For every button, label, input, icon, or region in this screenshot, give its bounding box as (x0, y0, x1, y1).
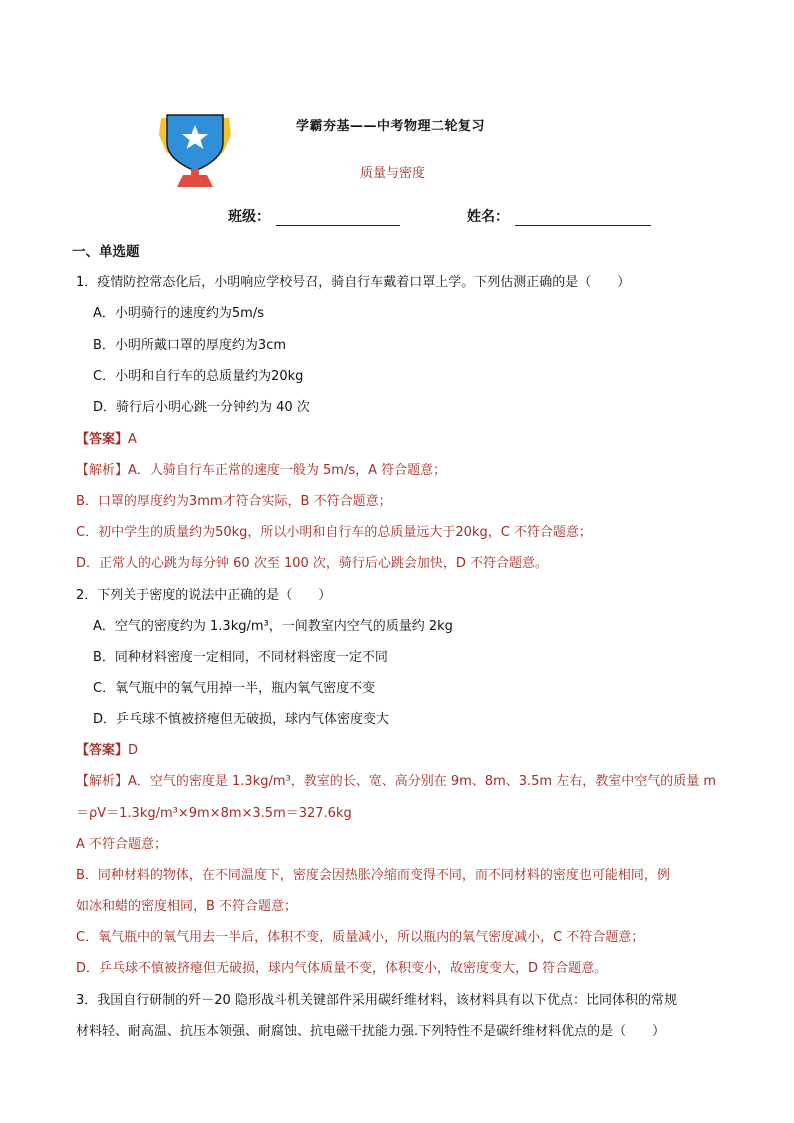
class-input-line[interactable] (276, 210, 400, 226)
question-2-analysis-line: 【解析】A．空气的密度是 1.3kg/m³，教室的长、宽、高分别在 9m、8m、3.5m 左右，教室中空气的质量 m (76, 774, 717, 789)
answer-tag: 【答案】 (76, 743, 129, 758)
question-1-option-a: A．小明骑行的速度约为5m/s (93, 306, 264, 321)
question-2-answer (76, 739, 138, 758)
question-2-analysis-line: A 不符合题意； (76, 837, 168, 852)
question-1-option-c: C．小明和自行车的总质量约为20kg (93, 369, 304, 384)
answer-value: D (128, 743, 139, 758)
name-input-line[interactable] (515, 210, 651, 226)
question-1-analysis-line: C．初中学生的质量约为50kg，所以小明和自行车的总质量远大于20kg，C 不符合题意； (76, 525, 592, 540)
question-2-analysis-line: C．氧气瓶中的氧气用去一半后，体积不变，质量减小，所以瓶内的氧气密度减小，C 不符合题意； (76, 930, 645, 945)
question-1-option-b: B．小明所戴口罩的厚度约为3cm (93, 338, 287, 353)
name-field (467, 206, 651, 226)
document-title: 学霸夯基——中考物理二轮复习 (296, 119, 486, 134)
question-2-option-b: B．同种材料密度一定相同，不同材料密度一定不同 (93, 650, 388, 665)
name-label: 姓名： (467, 209, 509, 225)
question-2-analysis-line: D．乒乓球不慎被挤瘪但无破损，球内气体质量不变，体积变小，故密度变大，D 符合题意。 (76, 961, 608, 976)
question-1-stem: 1．疫情防控常态化后，小明响应学校号召，骑自行车戴着口罩上学。下列估测正确的是（ ） (76, 275, 631, 290)
answer-value: A (128, 432, 137, 447)
question-1-analysis-line: B．口罩的厚度约为3mm才符合实际，B 不符合题意； (76, 494, 392, 509)
question-2-analysis-line: B．同种材料的物体，在不同温度下，密度会因热胀冷缩而变得不同，而不同材料的密度也可能相同，例 (76, 868, 670, 883)
section-heading: 一、单选题 (72, 244, 140, 260)
question-2-option-a: A．空气的密度约为 1.3kg/m³，一间教室内空气的质量约 2kg (93, 619, 453, 634)
question-2-option-d: D．乒乓球不慎被挤瘪但无破损，球内气体密度变大 (93, 712, 390, 727)
question-1-analysis-line: D．正常人的心跳为每分钟 60 次至 100 次，骑行后心跳会加快，D 不符合题意。 (76, 556, 549, 571)
class-label: 班级： (228, 209, 270, 225)
answer-tag: 【答案】 (76, 432, 129, 447)
class-field (228, 206, 400, 226)
question-1-analysis-line: 【解析】A．人骑自行车正常的速度一般为 5m/s，A 符合题意； (76, 463, 447, 478)
document-subtitle: 质量与密度 (360, 166, 426, 181)
student-info-fields (0, 206, 794, 230)
question-2-analysis-line: ＝ρV＝1.3kg/m³×9m×8m×3.5m＝327.6kg (76, 806, 352, 821)
question-2-option-c: C．氧气瓶中的氧气用掉一半，瓶内氧气密度不变 (93, 681, 376, 696)
trophy-star-icon (155, 113, 235, 188)
question-1-answer (76, 428, 137, 447)
question-3-stem-line: 3．我国自行研制的歼－20 隐形战斗机关键部件采用碳纤维材料，该材料具有以下优点：比同体积的常规 (76, 993, 677, 1008)
question-2-analysis-line: 如冰和蜡的密度相同，B 不符合题意； (76, 899, 298, 914)
question-2-stem: 2．下列关于密度的说法中正确的是（ ） (76, 588, 332, 603)
question-1-option-d: D．骑行后小明心跳一分钟约为 40 次 (93, 400, 310, 415)
question-3-stem-line: 材料轻、耐高温、抗压本领强、耐腐蚀、抗电磁干扰能力强.下列特性不是碳纤维材料优点的是（ ） (76, 1024, 666, 1039)
